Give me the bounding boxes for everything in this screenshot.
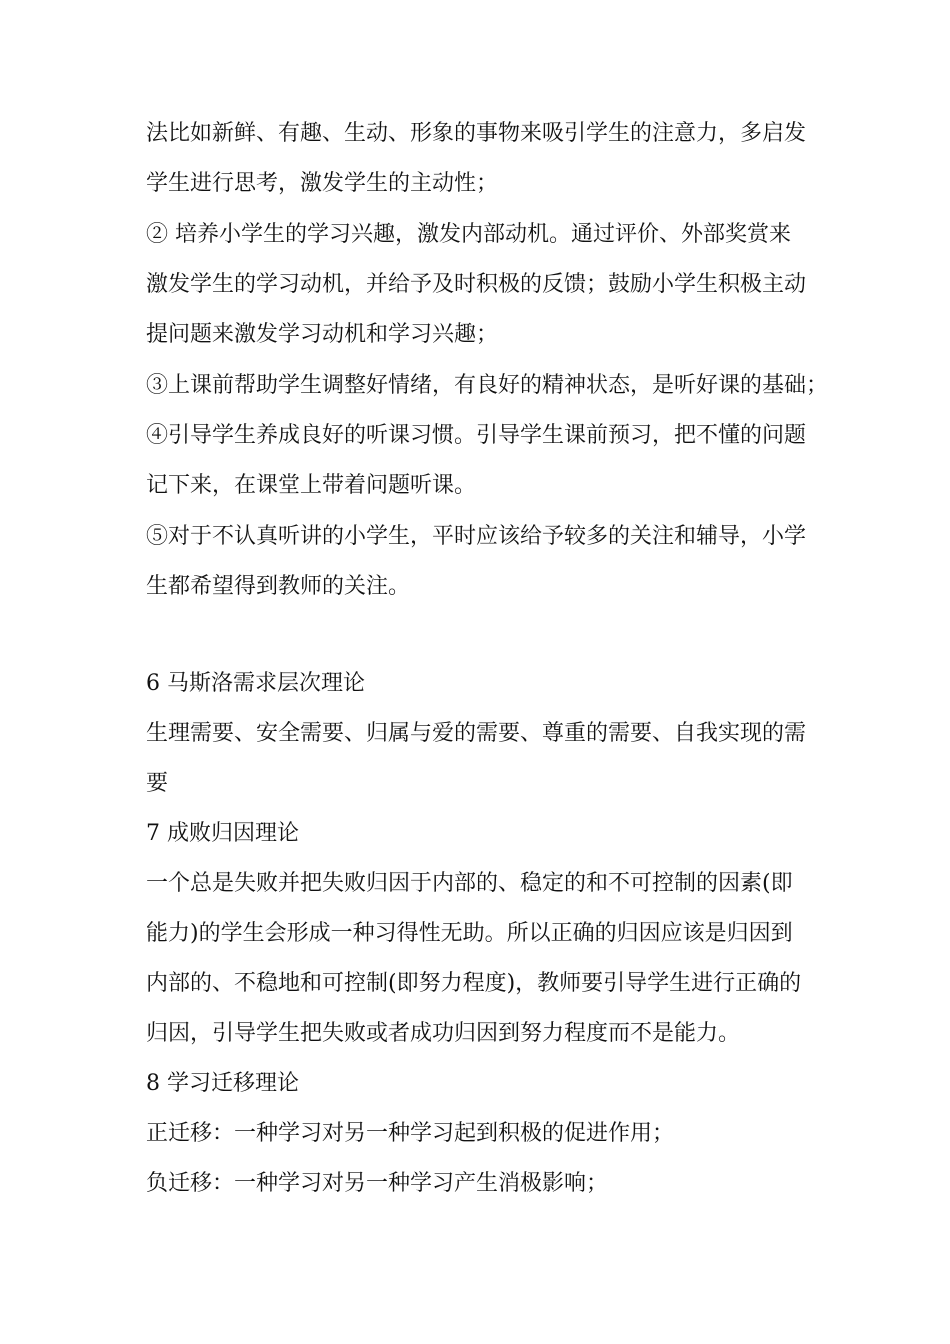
section-heading-7: 7 成败归因理论 [146, 821, 299, 846]
text-line-20: 正迁移：一种学习对另一种学习起到积极的促进作用； [146, 1121, 675, 1146]
text-line-15: 一个总是失败并把失败归因于内部的、稳定的和不可控制的因素(即 [146, 871, 793, 896]
text-line-18: 归因，引导学生把失败或者成功归因到努力程度而不是能力。 [146, 1021, 741, 1046]
text-line-17: 内部的、不稳地和可控制(即努力程度)，教师要引导学生进行正确的 [146, 971, 802, 996]
text-line-21: 负迁移：一种学习对另一种学习产生消极影响； [146, 1171, 609, 1196]
text-line-5: 提问题来激发学习动机和学习兴趣； [146, 322, 499, 347]
text-line-8: 记下来，在课堂上带着问题听课。 [146, 473, 477, 498]
text-line-1: 法比如新鲜、有趣、生动、形象的事物来吸引学生的注意力，多启发 [146, 121, 807, 146]
text-line-10: 生都希望得到教师的关注。 [146, 574, 411, 599]
text-line-16: 能力)的学生会形成一种习得性无助。所以正确的归因应该是归因到 [146, 921, 793, 946]
text-line-7: ④引导学生养成良好的听课习惯。引导学生课前预习，把不懂的问题 [146, 423, 807, 448]
section-heading-6: 6 马斯洛需求层次理论 [146, 671, 365, 696]
section-heading-8: 8 学习迁移理论 [146, 1071, 299, 1096]
text-line-4: 激发学生的学习动机，并给予及时积极的反馈；鼓励小学生积极主动 [146, 272, 807, 297]
text-line-9: ⑤对于不认真听讲的小学生，平时应该给予较多的关注和辅导，小学 [146, 524, 807, 549]
text-line-2: 学生进行思考，激发学生的主动性； [146, 171, 499, 196]
text-line-12: 生理需要、安全需要、归属与爱的需要、尊重的需要、自我实现的需 [146, 721, 807, 746]
text-line-13: 要 [146, 771, 169, 796]
text-line-6: ③上课前帮助学生调整好情绪，有良好的精神状态，是听好课的基础； [146, 373, 829, 398]
text-line-3: ② 培养小学生的学习兴趣，激发内部动机。通过评价、外部奖赏来 [146, 222, 791, 247]
